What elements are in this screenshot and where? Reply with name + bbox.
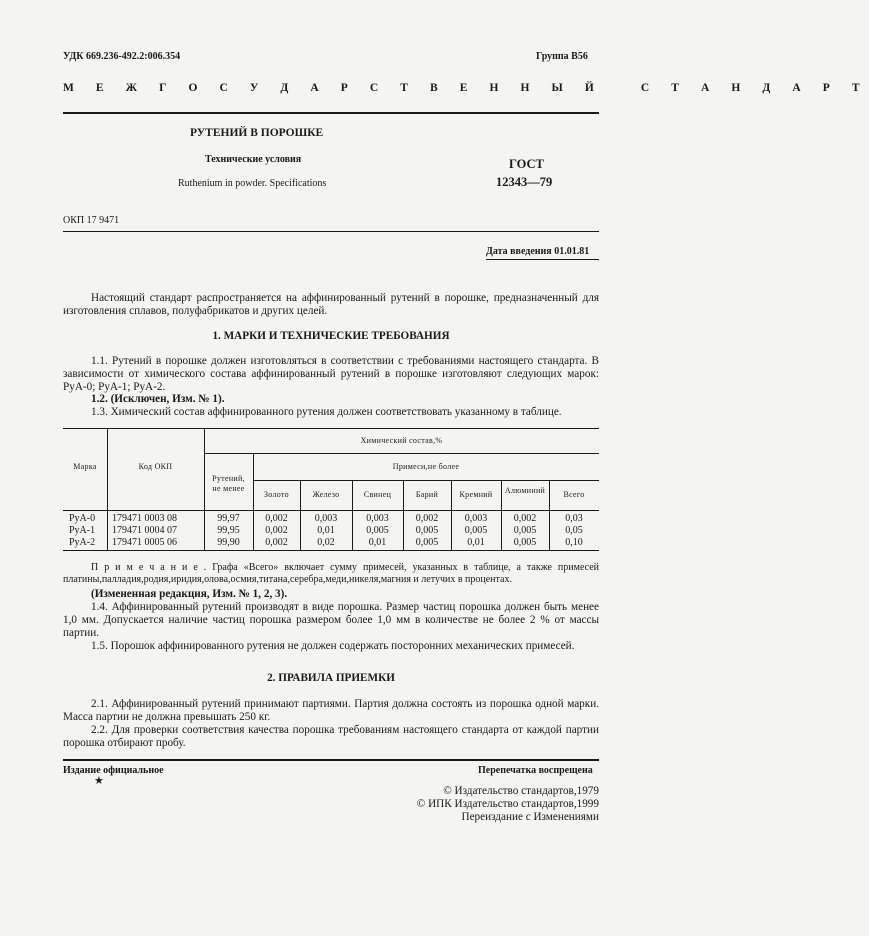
- official-edition: Издание официальное: [63, 765, 164, 776]
- date-underline: [486, 259, 599, 260]
- col-header-barium: Барий: [415, 490, 439, 499]
- row-gold: 0,002: [265, 525, 288, 536]
- row-mark: РуА-2: [69, 537, 96, 548]
- table-top-rule: [63, 428, 599, 429]
- gost-label: ГОСТ: [509, 157, 544, 171]
- amended-edition-note: (Измененная редакция, Изм. № 1, 2, 3).: [91, 588, 288, 600]
- title-rule: [63, 231, 599, 232]
- col-header-chemical-composition: Химический состав,%: [360, 436, 443, 445]
- col-header-okp: Код ОКП: [138, 462, 173, 471]
- row-barium: 0,002: [415, 513, 439, 524]
- english-title: Ruthenium in powder. Specifications: [178, 178, 327, 189]
- interstate-standard-banner: М Е Ж Г О С У Д А Р С Т В Е Н Н Ы Й С Т А Н Д А Р Т: [63, 82, 869, 94]
- intro-paragraph: Настоящий стандарт распространяется на аффинированный рутений в порошке, предназначенный для изготовления сплавов, полуфабрикатов и других целей.: [63, 292, 599, 317]
- row-silicon: 0,005: [464, 525, 488, 536]
- paragraph-1-3: 1.3. Химический состав аффинированного рутения должен соответствовать указанному в таблице.: [91, 406, 562, 418]
- row-lead: 0,01: [368, 537, 387, 548]
- paragraph-2-1: 2.1. Аффинированный рутений принимают партиями. Партия должна состоять из порошка одной марки. Масса партии не должна превышать 250 кг.: [63, 698, 599, 723]
- table-impurity-rule: [253, 480, 599, 481]
- group-code: Группа В56: [536, 51, 588, 62]
- row-ruthenium: 99,90: [217, 537, 240, 548]
- star-icon: ★: [94, 775, 104, 787]
- row-aluminium: 0,005: [513, 537, 537, 548]
- row-iron: 0,02: [317, 537, 335, 548]
- row-okp: 179471 0004 07: [112, 525, 177, 536]
- note-label: П р и м е ч а н и е .: [91, 562, 207, 573]
- paragraph-1-1: 1.1. Рутений в порошке должен изготовляться в соответствии с требованиями настоящего стандарта. В зависимости от химического состава аффинированный рутений в порошке изготовляют следующих марок: РуА-0; РуА-1; РуА-2.: [63, 355, 599, 393]
- col-header-silicon: Кремний: [459, 490, 493, 499]
- row-total: 0,03: [565, 513, 583, 524]
- paragraph-1-5: 1.5. Порошок аффинированного рутения не должен содержать посторонних механических примесей.: [91, 640, 575, 652]
- row-gold: 0,002: [265, 513, 288, 524]
- row-silicon: 0,01: [467, 537, 485, 548]
- col-header-ruthenium-min: не менее: [212, 484, 245, 493]
- table-note: [63, 562, 599, 586]
- document-subtitle: Технические условия: [205, 154, 302, 165]
- col-header-impurities: Примеси,не более: [392, 462, 460, 471]
- row-mark: РуА-0: [69, 513, 96, 524]
- row-aluminium: 0,005: [513, 525, 537, 536]
- row-iron: 0,01: [317, 525, 335, 536]
- section-2-heading: 2. ПРАВИЛА ПРИЕМКИ: [267, 672, 395, 684]
- table-group-rule: [204, 453, 599, 454]
- col-header-total: Всего: [563, 490, 585, 499]
- copyright-1979: © Издательство стандартов,1979: [443, 785, 599, 797]
- row-total: 0,05: [565, 525, 583, 536]
- paragraph-1-2: 1.2. (Исключен, Изм. № 1).: [91, 393, 225, 405]
- col-header-gold: Золото: [264, 490, 289, 499]
- col-header-ruthenium: Рутений,: [212, 474, 245, 483]
- row-gold: 0,002: [265, 537, 288, 548]
- row-aluminium: 0,002: [513, 513, 537, 524]
- col-header-lead: Свинец: [363, 490, 392, 499]
- footer-rule: [63, 759, 599, 761]
- copyright-1999: © ИПК Издательство стандартов,1999: [416, 798, 599, 810]
- document-title: РУТЕНИЙ В ПОРОШКЕ: [190, 127, 324, 139]
- col-header-iron: Железо: [312, 490, 340, 499]
- introduction-date: Дата введения 01.01.81: [486, 246, 590, 257]
- row-ruthenium: 99,95: [217, 525, 240, 536]
- col-header-aluminium: Алюминий: [504, 486, 546, 495]
- row-barium: 0,005: [415, 525, 439, 536]
- gost-number: 12343—79: [496, 175, 553, 189]
- row-barium: 0,005: [415, 537, 439, 548]
- reissue-note: Переиздание с Изменениями: [461, 811, 599, 823]
- paragraph-1-4: 1.4. Аффинированный рутений производят в виде порошка. Размер частиц порошка должен быть менее 1,0 мм. Допускается наличие частиц порошка размером более 1,0 мм в количестве не более 2 % от массы партии.: [63, 601, 599, 639]
- udk-code: УДК 669.236-492.2:006.354: [63, 51, 181, 62]
- section-1-heading: 1. МАРКИ И ТЕХНИЧЕСКИЕ ТРЕБОВАНИЯ: [212, 330, 450, 342]
- row-lead: 0,005: [366, 525, 389, 536]
- paragraph-2-2: 2.2. Для проверки соответствия качества порошка требованиям настоящего стандарта от каждой партии порошка отбирают пробу.: [63, 724, 599, 749]
- table-header-rule: [63, 510, 599, 511]
- row-ruthenium: 99,97: [217, 513, 240, 524]
- row-mark: РуА-1: [69, 525, 96, 536]
- table-divider: [107, 428, 108, 550]
- row-lead: 0,003: [366, 513, 389, 524]
- reprint-prohibited: Перепечатка воспрещена: [478, 765, 593, 776]
- table-bottom-rule: [63, 550, 599, 551]
- col-header-mark: Марка: [73, 462, 97, 471]
- row-okp: 179471 0003 08: [112, 513, 177, 524]
- row-total: 0,10: [565, 537, 583, 548]
- row-silicon: 0,003: [464, 513, 488, 524]
- okp-code: ОКП 17 9471: [63, 215, 120, 226]
- note-text: Графа «Всего» включает сумму примесей, указанных в таблице, а также примесей платины,палладия,родия,иридия,олова,осмия,титана,серебра,меди,никеля,магния и летучих в процентах.: [63, 562, 599, 585]
- row-iron: 0,003: [314, 513, 338, 524]
- row-okp: 179471 0005 06: [112, 537, 177, 548]
- header-rule: [63, 112, 599, 114]
